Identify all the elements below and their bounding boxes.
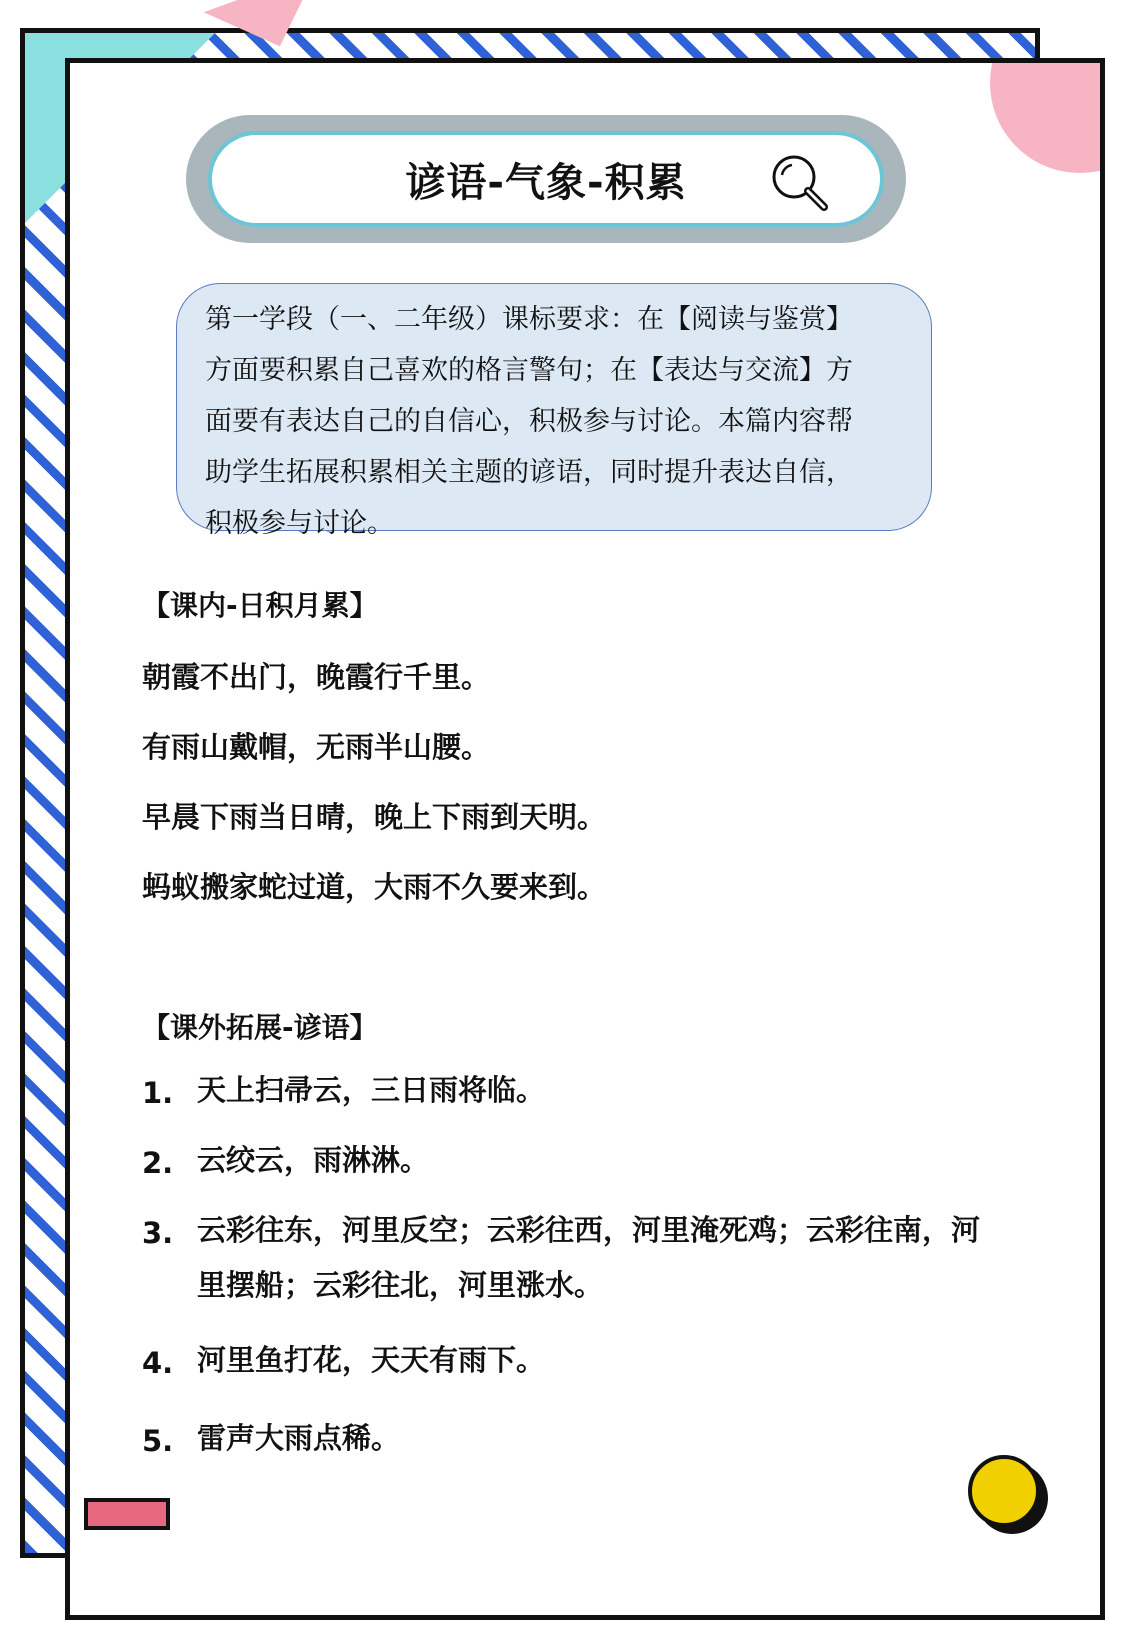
- proverb-line: 早晨下雨当日晴，晚上下雨到天明。: [142, 800, 607, 834]
- item-text: 云绞云，雨淋淋。: [197, 1143, 430, 1177]
- pink-circle-decoration: [990, 58, 1105, 173]
- item-number: 3.: [142, 1216, 174, 1250]
- requirement-line: 积极参与讨论。: [205, 508, 394, 539]
- item-number: 2.: [142, 1146, 174, 1180]
- item-text: 天上扫帚云，三日雨将临。: [197, 1073, 546, 1107]
- requirement-line: 方面要积累自己喜欢的格言警句；在【表达与交流】方: [205, 355, 853, 386]
- front-page: [65, 58, 1105, 1620]
- yellow-dot-decoration: [968, 1455, 1040, 1527]
- proverb-line: 有雨山戴帽，无雨半山腰。: [142, 730, 491, 764]
- page-title: 谚语-气象-积累: [405, 159, 687, 206]
- item-number: 5.: [142, 1424, 174, 1458]
- item-text: 雷声大雨点稀。: [197, 1421, 401, 1455]
- proverb-line: 蚂蚁搬家蛇过道，大雨不久要来到。: [142, 870, 607, 904]
- pink-rectangle-decoration: [84, 1498, 170, 1530]
- item-number: 1.: [142, 1076, 174, 1110]
- item-number: 4.: [142, 1346, 174, 1380]
- requirement-line: 第一学段（一、二年级）课标要求：在【阅读与鉴赏】: [205, 304, 853, 335]
- curriculum-requirement-box: [176, 283, 932, 539]
- section-title-in-class: 【课内-日积月累】: [142, 589, 378, 622]
- item-text: 云彩往东，河里反空；云彩往西，河里淹死鸡；云彩往南，河里摆船；云彩往北，河里涨水。: [197, 1213, 981, 1302]
- search-icon: [768, 151, 832, 215]
- item-text: 河里鱼打花，天天有雨下。: [197, 1343, 546, 1377]
- title-bar: [208, 131, 884, 227]
- section-title-extension: 【课外拓展-谚语】: [142, 1011, 378, 1044]
- requirement-line: 助学生拓展积累相关主题的谚语，同时提升表达自信，: [205, 457, 853, 488]
- requirement-line: 面要有表达自己的自信心，积极参与讨论。本篇内容帮: [205, 406, 853, 437]
- proverb-line: 朝霞不出门，晚霞行千里。: [142, 660, 491, 694]
